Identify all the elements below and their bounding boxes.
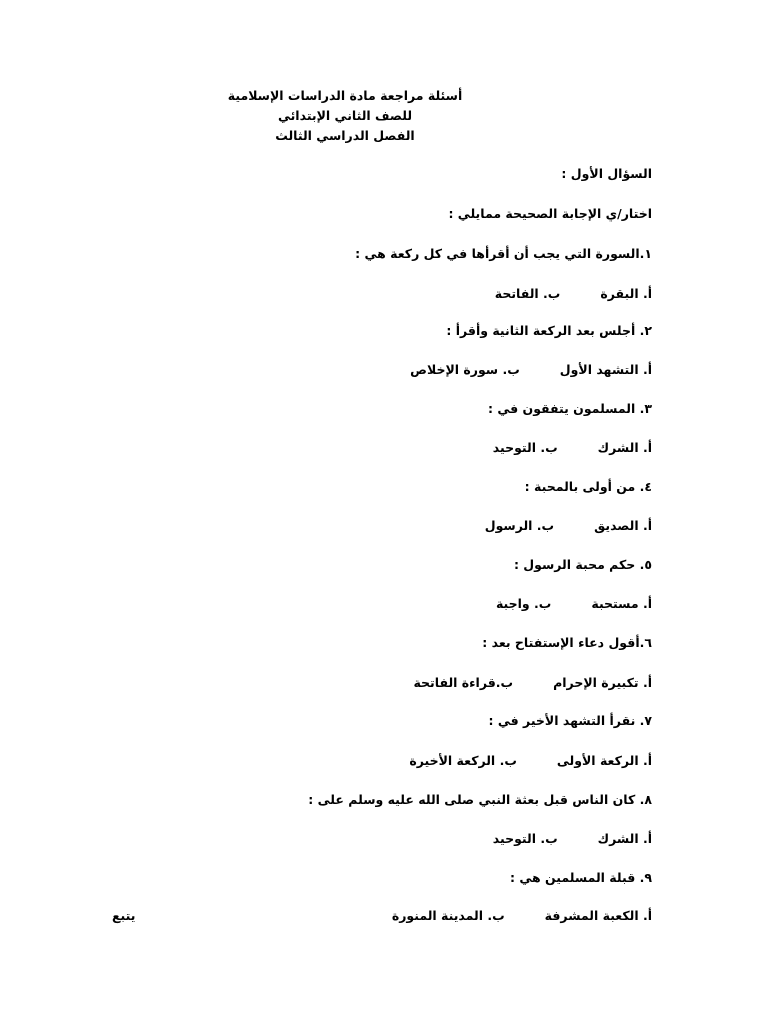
answer-options bbox=[409, 751, 652, 771]
option-a: أ. تكبيرة الإحرام bbox=[553, 675, 652, 690]
instruction: اختار/ي الإجابة الصحيحة ممايلي : bbox=[448, 206, 652, 221]
answer-options bbox=[392, 906, 652, 926]
option-a: أ. الصديق bbox=[594, 518, 652, 533]
answer-options bbox=[410, 360, 652, 380]
question-1: ١.السورة التي يجب أن أقرأها في كل ركعة هي : bbox=[355, 246, 652, 261]
option-b: ب. التوحيد bbox=[492, 440, 558, 455]
question-8: ٨. كان الناس قبل بعثة النبي صلى الله عليه وسلم على : bbox=[308, 792, 652, 807]
header-title: أسئلة مراجعة مادة الدراسات الإسلامية bbox=[227, 88, 463, 103]
answer-options bbox=[413, 673, 652, 693]
option-a: أ. الشرك bbox=[597, 831, 652, 846]
option-a: أ. الركعة الأولى bbox=[556, 753, 652, 768]
question-9: ٩. قبلة المسلمين هي : bbox=[510, 870, 652, 885]
question-6: ٦.أقول دعاء الإستفتاح بعد : bbox=[482, 635, 652, 650]
option-a: أ. الشرك bbox=[597, 440, 652, 455]
answer-options bbox=[495, 284, 652, 304]
option-b: ب. التوحيد bbox=[492, 831, 558, 846]
question-3: ٣. المسلمون يتفقون في : bbox=[488, 401, 652, 416]
option-a: أ. مستحبة bbox=[591, 596, 652, 611]
header-term: الفصل الدراسي الثالث bbox=[275, 128, 415, 143]
answer-options bbox=[496, 594, 652, 614]
section-title: السؤال الأول : bbox=[561, 166, 652, 181]
answer-options bbox=[493, 438, 652, 458]
option-a: أ. الكعبة المشرفة bbox=[544, 908, 652, 923]
option-b: ب. واجبة bbox=[495, 596, 552, 611]
question-5: ٥. حكم محبة الرسول : bbox=[513, 557, 652, 572]
option-b: ب. الفاتحة bbox=[494, 286, 561, 301]
option-b: ب. الرسول bbox=[484, 518, 555, 533]
answer-options bbox=[493, 829, 652, 849]
continue-label: يتبع bbox=[112, 908, 136, 923]
document-header bbox=[180, 86, 510, 146]
option-b: ب. الركعة الأخيرة bbox=[409, 753, 517, 768]
option-a: أ. التشهد الأول bbox=[559, 362, 652, 377]
option-b: ب. المدينة المنورة bbox=[391, 908, 505, 923]
question-2: ٢. أجلس بعد الركعة الثانية وأقرأ : bbox=[446, 323, 652, 338]
option-b: ب. سورة الإخلاص bbox=[410, 362, 520, 377]
answer-options bbox=[485, 516, 652, 536]
option-b: ب.قراءة الفاتحة bbox=[413, 675, 514, 690]
header-grade: للصف الثاني الإبتدائي bbox=[277, 108, 413, 123]
question-4: ٤. من أولى بالمحبة : bbox=[524, 479, 652, 494]
question-7: ٧. نقرأ التشهد الأخير في : bbox=[488, 713, 652, 728]
option-a: أ. البقرة bbox=[600, 286, 652, 301]
